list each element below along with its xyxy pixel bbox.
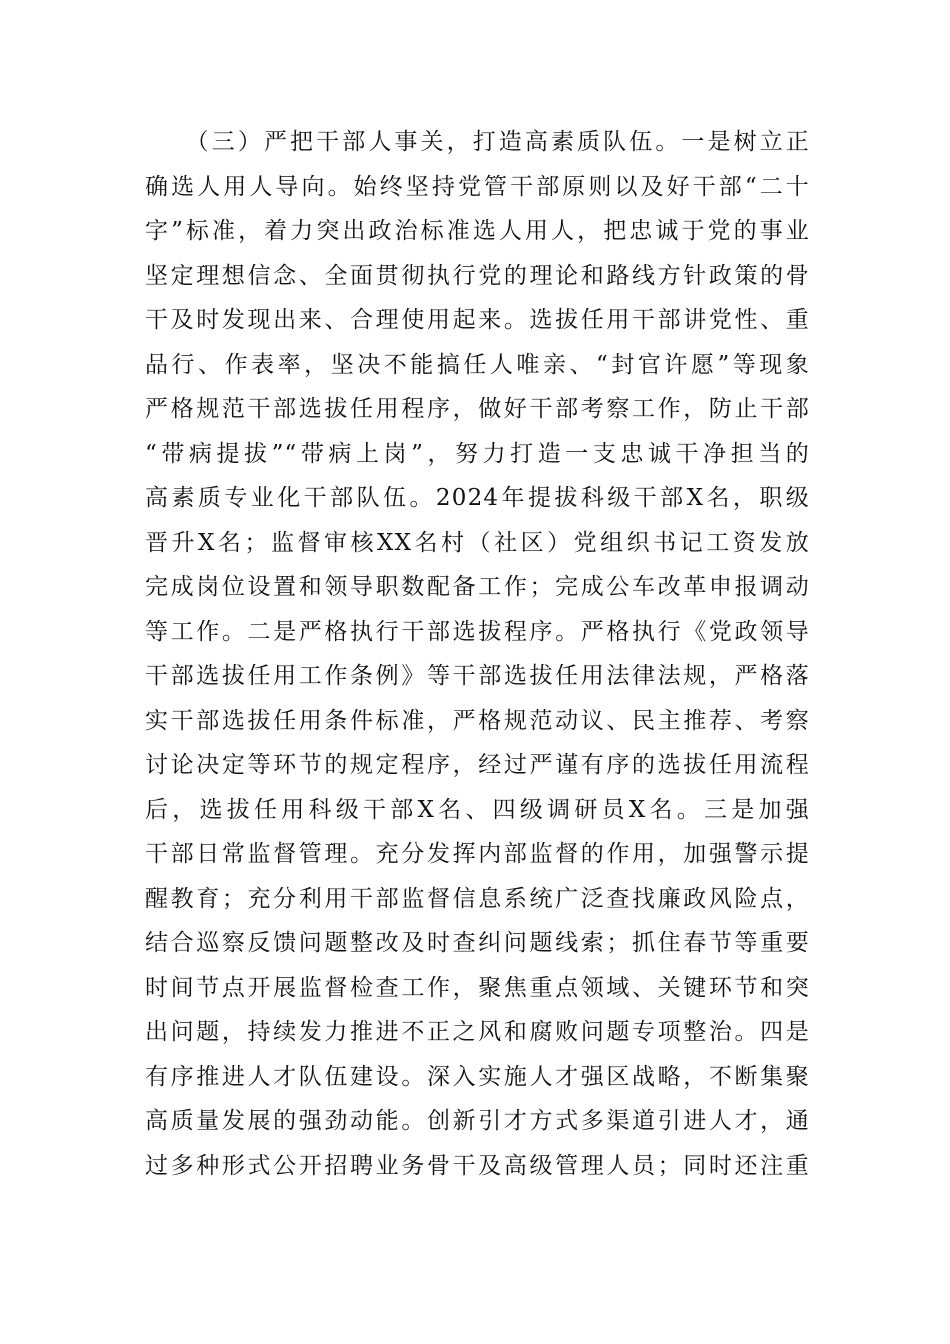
paragraph-line-2: 确选人用人导向。始终坚持党管干部原则以及好干部“二十 [145,173,810,200]
paragraph-line-19: 结合巡察反馈问题整改及时查纠问题线索；抓住春节等重要 [145,930,810,956]
paragraph-line-23: 高质量发展的强劲动能。创新引才方式多渠道引进人才，通 [145,1108,810,1134]
paragraph-line-8: “带病提拔”“带病上岗”，努力打造一支忠诚干净担当的 [145,440,810,467]
paragraph-line-18: 醒教育；充分利用干部监督信息系统广泛查找廉政风险点， [145,885,810,912]
paragraph-line-4: 坚定理想信念、全面贯彻执行党的理论和路线方针政策的骨 [145,262,810,289]
paragraph-line-5: 干及时发现出来、合理使用起来。选拔任用干部讲党性、重 [145,307,810,333]
body-paragraph [145,120,810,1188]
paragraph-line-6: 品行、作表率，坚决不能搞任人唯亲、“封官许愿”等现象 [145,351,810,378]
paragraph-line-16: 后，选拔任用科级干部X名、四级调研员X名。三是加强 [145,796,810,823]
paragraph-line-13: 干部选拔任用工作条例》等干部选拔任用法律法规，严格落 [145,663,810,689]
paragraph-line-17: 干部日常监督管理。充分发挥内部监督的作用，加强警示提 [145,841,810,867]
paragraph-line-9: 高素质专业化干部队伍。2024年提拔科级干部X名，职级 [145,485,810,511]
paragraph-line-12: 等工作。二是严格执行干部选拔程序。严格执行《党政领导 [145,618,810,645]
paragraph-line-14: 实干部选拔任用条件标准，严格规范动议、民主推荐、考察 [145,707,810,734]
paragraph-line-11: 完成岗位设置和领导职数配备工作；完成公车改革申报调动 [145,574,810,600]
paragraph-line-3: 字”标准，着力突出政治标准选人用人，把忠诚于党的事业 [145,218,810,244]
paragraph-line-1: （三）严把干部人事关，打造高素质队伍。一是树立正 [145,129,810,155]
paragraph-line-7: 严格规范干部选拔任用程序，做好干部考察工作，防止干部 [145,396,810,422]
paragraph-line-24: 过多种形式公开招聘业务骨干及高级管理人员；同时还注重 [145,1152,810,1179]
paragraph-line-10: 晋升X名；监督审核XX名村（社区）党组织书记工资发放 [145,529,810,556]
paragraph-line-20: 时间节点开展监督检查工作，聚焦重点领域、关键环节和突 [145,974,810,1001]
paragraph-line-22: 有序推进人才队伍建设。深入实施人才强区战略，不断集聚 [145,1063,810,1090]
paragraph-line-15: 讨论决定等环节的规定程序，经过严谨有序的选拔任用流程 [145,752,810,778]
paragraph-line-21: 出问题，持续发力推进不正之风和腐败问题专项整治。四是 [145,1019,810,1045]
